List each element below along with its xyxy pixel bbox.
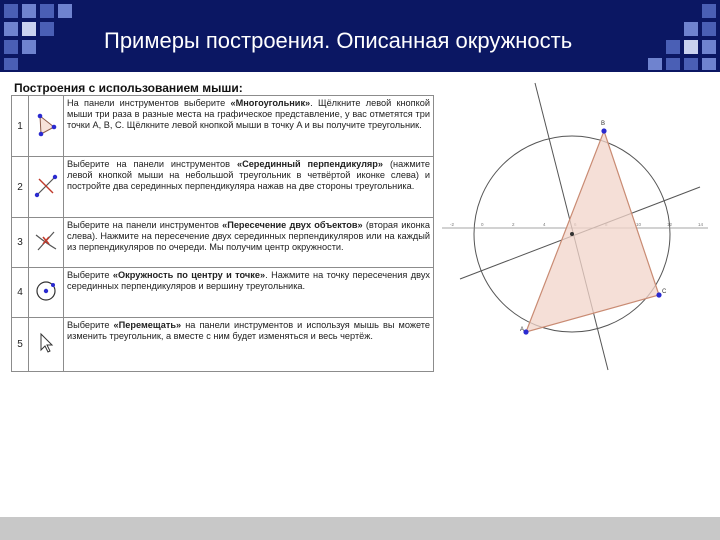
vertex-point[interactable] (523, 329, 528, 334)
step-number: 3 (12, 218, 29, 268)
decor-square (666, 58, 680, 70)
table-row (12, 218, 434, 268)
step-text: На панели инструментов выберите «Многоугольник». Щёлкните левой кнопкой мыши три раза в разные места на графическое представление, у вас отметятся три точки A, B, C. Щёлкните левой кнопкой мыши в точку A и вы получите треугольник. (64, 96, 434, 157)
axis-tick-label: -2 (450, 222, 455, 227)
decor-square (22, 4, 36, 18)
decor-square (4, 40, 18, 54)
axis-tick-label: 14 (698, 222, 704, 227)
step-number: 5 (12, 318, 29, 372)
decor-square (702, 22, 716, 36)
slide-title: Примеры построения. Описанная окружность (104, 28, 573, 53)
axis-tick-label: 2 (512, 222, 515, 227)
move-cursor-icon (29, 318, 64, 372)
point-label: C (662, 289, 667, 295)
step-text: Выберите на панели инструментов «Серединный перпендикуляр» (нажмите левой кнопкой мыши на небольшой треугольник в четвёртой иконке слева) и постройте два серединных перпендикуляра нажав на две стороны треугольника. (64, 157, 434, 218)
decor-square (4, 22, 18, 36)
circle-center-point-tool-icon (29, 268, 64, 318)
decor-square (648, 58, 662, 70)
axis-tick-label: 4 (543, 222, 546, 227)
point-label: B (601, 121, 606, 127)
decor-square (684, 58, 698, 70)
triangle (526, 131, 659, 332)
axis-tick-label: 10 (636, 222, 642, 227)
vertex-point[interactable] (601, 128, 606, 133)
footer-bar (0, 517, 720, 540)
decor-square (22, 40, 36, 54)
step-text: Выберите на панели инструментов «Пересечение двух объектов» (вторая иконка слева). Нажмите на пересечение двух серединных перпендикуляров или на каждый из перпендикуляров по очереди. Мы получим центр окружности. (64, 218, 434, 268)
step-number: 2 (12, 157, 29, 218)
header-bar (0, 0, 720, 72)
step-number: 4 (12, 268, 29, 318)
decor-square (702, 40, 716, 54)
intersect-tool-icon (29, 218, 64, 268)
decor-square (666, 40, 680, 54)
decor-square (58, 4, 72, 18)
step-text: Выберите «Перемещать» на панели инструментов и используя мышь вы можете изменить треугольник, а вместе с ним будет изменяться и весь чертёж. (64, 318, 434, 372)
section-title: Построения с использованием мыши: (14, 81, 243, 95)
decor-square (4, 4, 18, 18)
decor-square (4, 58, 18, 70)
decor-square (684, 40, 698, 54)
table-row (12, 157, 434, 218)
decor-square (702, 58, 716, 70)
vertex-point[interactable] (656, 292, 661, 297)
axis-tick-label: 12 (667, 222, 673, 227)
perpendicular-bisector-tool-icon (29, 157, 64, 218)
table-row (12, 96, 434, 157)
step-number: 1 (12, 96, 29, 157)
table-row (12, 268, 434, 318)
polygon-tool-icon (29, 96, 64, 157)
decor-square (702, 4, 716, 18)
table-row (12, 318, 434, 372)
point-label: A (520, 327, 525, 333)
decor-square (684, 22, 698, 36)
decor-square (22, 22, 36, 36)
decor-square (40, 4, 54, 18)
step-text: Выберите «Окружность по центру и точке». Нажмите на точку пересечения двух серединных перпендикуляров и вершину треугольника. (64, 268, 434, 318)
instructions-table (11, 95, 434, 372)
circle-center-point[interactable] (570, 232, 574, 236)
decor-square (40, 22, 54, 36)
axis-tick-label: 0 (481, 222, 484, 227)
geometry-drawing (440, 75, 710, 385)
